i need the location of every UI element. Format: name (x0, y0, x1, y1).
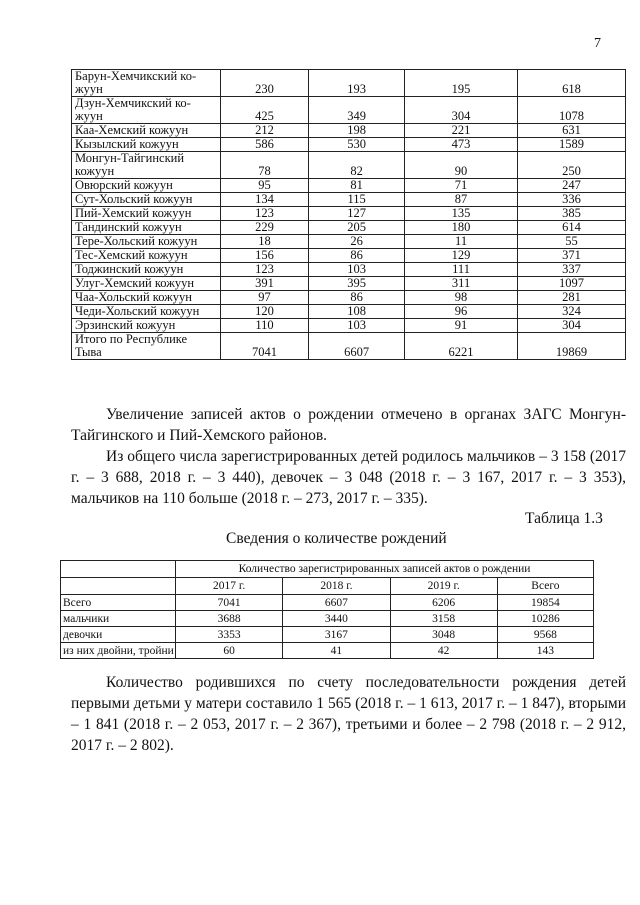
table-row (72, 291, 626, 305)
cell-v2017: 391 (220, 277, 308, 291)
table-row (72, 193, 626, 207)
table-title: Сведения о количестве рождений (226, 530, 447, 547)
table-row (61, 611, 594, 627)
district-name-line: жуун (75, 82, 103, 96)
births-cell: 10286 (497, 611, 593, 627)
cell-v2019: 473 (405, 138, 518, 152)
cell-v2018: 395 (309, 277, 405, 291)
district-name-line: Кызылский кожуун (75, 137, 179, 151)
births-col-2017: 2017 г. (176, 578, 283, 595)
births-cell: 7041 (176, 595, 283, 611)
district-name-line: Тыва (75, 345, 102, 359)
table-row (72, 138, 626, 152)
district-name-line: Тандинский кожуун (75, 220, 182, 234)
births-cell: 143 (497, 643, 593, 659)
births-cell: 3440 (283, 611, 390, 627)
cell-v2019: 304 (405, 97, 518, 124)
table-row (72, 249, 626, 263)
cell-v2018: 530 (309, 138, 405, 152)
table-row (61, 627, 594, 643)
district-name (72, 305, 221, 319)
table-row (72, 305, 626, 319)
district-name (72, 249, 221, 263)
births-col-2018: 2018 г. (283, 578, 390, 595)
cell-total: 385 (517, 207, 625, 221)
cell-total: 281 (517, 291, 625, 305)
table-row (72, 207, 626, 221)
births-row-label: девочки (61, 627, 176, 643)
district-name (72, 70, 221, 97)
district-name-line: Улуг-Хемский кожуун (75, 276, 195, 290)
cell-v2017: 7041 (220, 333, 308, 360)
table-row (72, 319, 626, 333)
cell-v2017: 18 (220, 235, 308, 249)
paragraph-boys-girls: Из общего числа зарегистрированных детей родилось мальчиков – 3 158 (2017 г. – 3 688, 2018 г. – 3 440), девочек – 3 048 (2018 г. – 3 167, 2017 г. – 3 353), мальчиков на 110 больше (2018 г. – 273, 2017 г. – 335). (71, 448, 626, 507)
cell-v2018: 127 (309, 207, 405, 221)
cell-v2017: 229 (220, 221, 308, 235)
paragraph-birth-order: Количество родившихся по счету последовательности рождения детей первыми детьми у матери составило 1 565 (2018 г. – 1 613, 2017 г. – 1 847), вторыми – 1 841 (2018 г. – 2 053, 2017 г. – 2 367), третьими и более – 2 798 (2018 г. – 2 912, 2017 г. – 2 802). (71, 674, 626, 754)
cell-v2018: 26 (309, 235, 405, 249)
births-cell: 3158 (390, 611, 497, 627)
district-name (72, 291, 221, 305)
births-col-total: Всего (497, 578, 593, 595)
cell-total: 55 (517, 235, 625, 249)
table-row (72, 97, 626, 124)
district-name (72, 333, 221, 360)
district-name-line: Монгун-Тайгинский (75, 151, 185, 165)
cell-v2018: 198 (309, 124, 405, 138)
cell-v2018: 103 (309, 319, 405, 333)
cell-total: 1097 (517, 277, 625, 291)
cell-v2019: 221 (405, 124, 518, 138)
paragraph-zags-increase: Увеличение записей актов о рождении отмечено в органах ЗАГС Монгун-Тайгинского и Пий-Хемского районов. (71, 406, 626, 444)
cell-total: 631 (517, 124, 625, 138)
cell-v2019: 311 (405, 277, 518, 291)
district-name-line: Сут-Хольский кожуун (75, 192, 193, 206)
cell-v2019: 195 (405, 70, 518, 97)
cell-v2018: 115 (309, 193, 405, 207)
births-row-label: из них двойни, тройни (61, 643, 176, 659)
district-name-line: Тоджинский кожуун (75, 262, 184, 276)
births-row-label: Всего (61, 595, 176, 611)
births-cell: 6206 (390, 595, 497, 611)
cell-v2019: 87 (405, 193, 518, 207)
cell-v2017: 78 (220, 152, 308, 179)
cell-v2018: 86 (309, 249, 405, 263)
cell-v2017: 425 (220, 97, 308, 124)
cell-v2017: 230 (220, 70, 308, 97)
cell-v2017: 586 (220, 138, 308, 152)
cell-v2017: 123 (220, 263, 308, 277)
district-name (72, 138, 221, 152)
table-row (61, 643, 594, 659)
cell-total: 1078 (517, 97, 625, 124)
cell-v2017: 156 (220, 249, 308, 263)
cell-total: 1589 (517, 138, 625, 152)
table-row (72, 263, 626, 277)
births-cell: 3688 (176, 611, 283, 627)
district-name (72, 319, 221, 333)
district-name (72, 221, 221, 235)
district-name-line: Чеди-Хольский кожуун (75, 304, 200, 318)
cell-v2019: 71 (405, 179, 518, 193)
births-corner-cell (61, 561, 176, 578)
cell-total: 324 (517, 305, 625, 319)
cell-v2018: 193 (309, 70, 405, 97)
table-row (72, 333, 626, 360)
cell-v2019: 135 (405, 207, 518, 221)
cell-total: 371 (517, 249, 625, 263)
cell-v2018: 6607 (309, 333, 405, 360)
table-row (72, 235, 626, 249)
cell-v2019: 96 (405, 305, 518, 319)
births-cell: 9568 (497, 627, 593, 643)
cell-total: 336 (517, 193, 625, 207)
cell-total: 337 (517, 263, 625, 277)
births-row-label: мальчики (61, 611, 176, 627)
district-name (72, 207, 221, 221)
district-name-line: Овюрский кожуун (75, 178, 173, 192)
cell-v2017: 123 (220, 207, 308, 221)
births-header-empty (61, 578, 176, 595)
district-name-line: жуун (75, 109, 103, 123)
cell-v2017: 212 (220, 124, 308, 138)
cell-v2017: 134 (220, 193, 308, 207)
cell-total: 250 (517, 152, 625, 179)
births-cell: 3048 (390, 627, 497, 643)
cell-v2017: 120 (220, 305, 308, 319)
cell-v2018: 86 (309, 291, 405, 305)
cell-v2019: 91 (405, 319, 518, 333)
district-name-line: Тес-Хемский кожуун (75, 248, 188, 262)
cell-v2019: 90 (405, 152, 518, 179)
district-name (72, 124, 221, 138)
cell-v2017: 97 (220, 291, 308, 305)
cell-v2019: 98 (405, 291, 518, 305)
cell-total: 618 (517, 70, 625, 97)
births-cell: 6607 (283, 595, 390, 611)
district-name (72, 179, 221, 193)
births-group-header: Количество зарегистрированных записей актов о рождении (176, 561, 594, 578)
cell-v2019: 11 (405, 235, 518, 249)
district-name-line: Пий-Хемский кожуун (75, 206, 192, 220)
district-name (72, 193, 221, 207)
table-row (72, 152, 626, 179)
births-cell: 3353 (176, 627, 283, 643)
table-row (72, 277, 626, 291)
cell-v2019: 111 (405, 263, 518, 277)
births-cell: 19854 (497, 595, 593, 611)
district-name-line: Дзун-Хемчикский ко- (75, 96, 191, 110)
table-row (72, 221, 626, 235)
district-name-line: Чаа-Хольский кожуун (75, 290, 192, 304)
cell-v2019: 6221 (405, 333, 518, 360)
births-cell: 3167 (283, 627, 390, 643)
cell-v2018: 81 (309, 179, 405, 193)
cell-total: 19869 (517, 333, 625, 360)
table-row (72, 179, 626, 193)
cell-v2017: 95 (220, 179, 308, 193)
cell-v2018: 205 (309, 221, 405, 235)
births-col-2019: 2019 г. (390, 578, 497, 595)
district-births-table (71, 69, 626, 360)
district-name (72, 152, 221, 179)
district-name-line: Барун-Хемчикский ко- (75, 69, 197, 83)
cell-v2018: 82 (309, 152, 405, 179)
district-name (72, 235, 221, 249)
births-cell: 60 (176, 643, 283, 659)
cell-total: 304 (517, 319, 625, 333)
births-cell: 42 (390, 643, 497, 659)
district-name-line: кожуун (75, 164, 115, 178)
table-row (72, 124, 626, 138)
cell-v2018: 349 (309, 97, 405, 124)
district-name (72, 97, 221, 124)
table-row (61, 595, 594, 611)
births-cell: 41 (283, 643, 390, 659)
table-number-label: Таблица 1.3 (525, 510, 603, 527)
table-row (72, 70, 626, 97)
district-name (72, 277, 221, 291)
cell-v2018: 103 (309, 263, 405, 277)
cell-v2019: 180 (405, 221, 518, 235)
district-name-line: Тере-Хольский кожуун (75, 234, 198, 248)
page-number: 7 (594, 36, 601, 51)
cell-v2018: 108 (309, 305, 405, 319)
cell-total: 614 (517, 221, 625, 235)
births-summary-table (60, 560, 594, 659)
district-name (72, 263, 221, 277)
cell-v2019: 129 (405, 249, 518, 263)
district-name-line: Каа-Хемский кожуун (75, 123, 189, 137)
district-name-line: Итого по Республике (75, 332, 188, 346)
cell-total: 247 (517, 179, 625, 193)
cell-v2017: 110 (220, 319, 308, 333)
district-name-line: Эрзинский кожуун (75, 318, 176, 332)
